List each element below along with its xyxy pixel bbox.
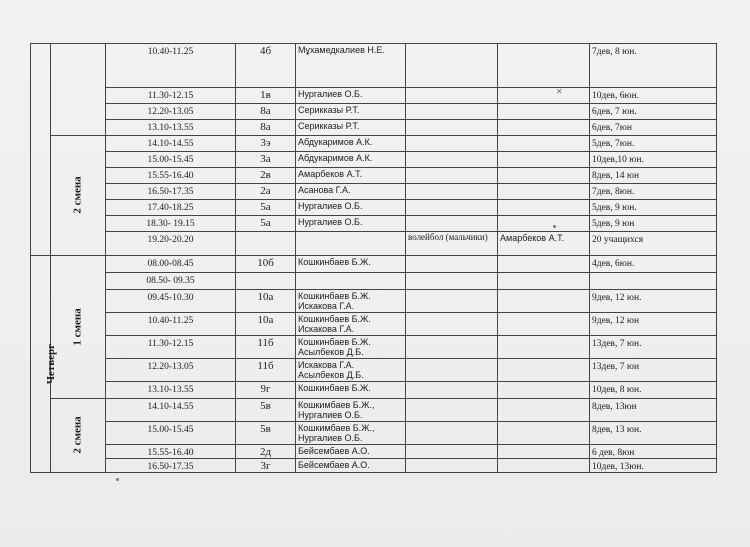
empty-cell <box>498 168 590 184</box>
gender-cell: 8дев, 13юн <box>590 399 717 422</box>
class-cell: 9г <box>236 382 296 399</box>
class-cell: 3г <box>236 459 296 473</box>
empty-cell <box>498 290 590 313</box>
gender-cell: 13дев, 7 юн. <box>590 336 717 359</box>
gender-cell: 5дев, 7юн. <box>590 136 717 152</box>
table-row <box>31 256 717 273</box>
teacher-name: Искакова Г.А. <box>298 360 355 370</box>
day-label: Четверг <box>45 343 58 384</box>
teacher-cell: Серикказы Р.Т. <box>296 104 406 120</box>
class-cell: 5а <box>236 200 296 216</box>
gender-cell: 13дев, 7 юн <box>590 359 717 382</box>
shift-cell <box>51 136 106 256</box>
table-row <box>31 184 717 200</box>
speck <box>116 478 119 481</box>
empty-cell <box>498 273 590 290</box>
class-cell: 11б <box>236 336 296 359</box>
teacher-cell <box>296 382 406 399</box>
empty-cell <box>498 120 590 136</box>
shift-label: 2 смена <box>71 416 84 454</box>
teacher-name: Искакова Г.А. <box>298 301 355 311</box>
empty-cell <box>406 88 498 104</box>
teacher-cell <box>296 290 406 313</box>
teacher-cell <box>296 336 406 359</box>
class-cell <box>236 273 296 290</box>
teacher-cell <box>296 422 406 445</box>
gender-cell: 5дев, 9 юн. <box>590 200 717 216</box>
time-cell: 17.40-18.25 <box>106 200 236 216</box>
gender-cell: 10дев, 8 юн. <box>590 382 717 399</box>
teacher-cell <box>296 399 406 422</box>
teacher-name: Кошкимбаев Б.Ж., <box>298 400 375 410</box>
teacher-cell <box>296 359 406 382</box>
table-row <box>31 44 717 88</box>
time-cell: 08.00-08.45 <box>106 256 236 273</box>
teacher-cell: Амарбеков А.Т. <box>296 168 406 184</box>
class-cell: 8а <box>236 120 296 136</box>
day-cell <box>31 256 58 473</box>
shift-label: 2 смена <box>71 176 84 214</box>
table-row <box>31 290 717 313</box>
table-row <box>31 120 717 136</box>
class-cell: 10б <box>236 256 296 273</box>
teacher-cell: Абдукаримов А.К. <box>296 152 406 168</box>
teacher-name: Кошкимбаев Б.Ж., <box>298 423 375 433</box>
empty-cell <box>498 136 590 152</box>
time-cell: 09.45-10.30 <box>106 290 236 313</box>
empty-cell <box>406 44 498 88</box>
table-row <box>31 336 717 359</box>
empty-cell <box>406 184 498 200</box>
empty-cell <box>498 184 590 200</box>
empty-cell <box>406 168 498 184</box>
teacher-name: Нургалиев О.Б. <box>298 410 363 420</box>
time-cell: 13.10-13.55 <box>106 120 236 136</box>
time-cell: 08.50- 09.35 <box>106 273 236 290</box>
empty-cell <box>498 399 590 422</box>
time-cell: 10.40-11.25 <box>106 313 236 336</box>
empty-cell <box>296 232 406 256</box>
teacher-name: Кошкинбаев Б.Ж. <box>298 257 371 267</box>
class-cell: 10а <box>236 313 296 336</box>
class-cell: 10а <box>236 290 296 313</box>
time-cell: 11.30-12.15 <box>106 336 236 359</box>
empty-cell <box>406 359 498 382</box>
empty-cell <box>406 290 498 313</box>
gender-cell: 6дев, 7юн <box>590 120 717 136</box>
empty-cell <box>498 382 590 399</box>
gender-cell: 8дев, 13 юн. <box>590 422 717 445</box>
table-row <box>31 104 717 120</box>
teacher-name: Нургалиев О.Б. <box>298 433 363 443</box>
empty-cell <box>236 232 296 256</box>
class-cell: 2д <box>236 445 296 459</box>
empty-cell <box>406 273 498 290</box>
teacher-cell <box>296 445 406 459</box>
table-row <box>31 232 717 256</box>
table-row <box>31 422 717 445</box>
teacher-name: Бейсембаев А.О. <box>298 460 370 470</box>
table-row <box>31 313 717 336</box>
table-row <box>31 88 717 104</box>
teacher-name: Искакова Г.А. <box>298 324 355 334</box>
teacher-cell: Нургалиев О.Б. <box>296 216 406 232</box>
gender-cell <box>590 273 717 290</box>
gender-cell: 4дев, 6юн. <box>590 256 717 273</box>
empty-cell <box>498 216 590 232</box>
teacher-name: Бейсембаев А.О. <box>298 446 370 456</box>
activity-cell: волейбол (мальчики) <box>406 232 498 256</box>
time-cell: 15.55-16.40 <box>106 168 236 184</box>
empty-cell <box>498 336 590 359</box>
empty-cell <box>406 445 498 459</box>
empty-cell <box>498 422 590 445</box>
table-row <box>31 359 717 382</box>
empty-cell <box>406 216 498 232</box>
shift-label: 1 смена <box>71 307 84 346</box>
empty-cell <box>406 399 498 422</box>
teacher-cell <box>296 459 406 473</box>
empty-cell <box>406 382 498 399</box>
table-row <box>31 459 717 473</box>
table-row <box>31 136 717 152</box>
teacher-cell <box>296 273 406 290</box>
class-cell: 5в <box>236 422 296 445</box>
time-cell: 15.55-16.40 <box>106 445 236 459</box>
table-row <box>31 273 717 290</box>
teacher-name: Асылбеков Д.Б. <box>298 370 364 380</box>
class-cell: 2а <box>236 184 296 200</box>
teacher-cell: Нургалиев О.Б. <box>296 200 406 216</box>
time-cell: 12.20-13.05 <box>106 359 236 382</box>
teacher-name: Кошкинбаев Б.Ж. <box>298 291 371 301</box>
class-cell: 2в <box>236 168 296 184</box>
empty-cell <box>406 152 498 168</box>
teacher-cell: Мұхамедкалиев Н.Е. <box>296 44 406 88</box>
empty-cell <box>406 256 498 273</box>
shift-cell-empty <box>51 44 106 136</box>
gender-cell: 8дев, 14 юн <box>590 168 717 184</box>
gender-cell: 9дев, 12 юн <box>590 313 717 336</box>
shift-cell <box>51 399 106 473</box>
empty-cell <box>498 88 590 104</box>
table-row <box>31 200 717 216</box>
gender-cell: 5дев, 9 юн <box>590 216 717 232</box>
class-cell: 4б <box>236 44 296 88</box>
teacher-cell: Амарбеков А.Т. <box>498 232 590 256</box>
time-cell: 15.00-15.45 <box>106 422 236 445</box>
class-cell: 11б <box>236 359 296 382</box>
gender-cell: 6дев, 7 юн. <box>590 104 717 120</box>
shift-cell <box>51 256 106 399</box>
teacher-name: Асылбеков Д.Б. <box>298 347 364 357</box>
teacher-cell: Серикказы Р.Т. <box>296 120 406 136</box>
time-cell: 12.20-13.05 <box>106 104 236 120</box>
gender-cell: 6 дев, 8юн <box>590 445 717 459</box>
time-cell: 15.00-15.45 <box>106 152 236 168</box>
class-cell: 1в <box>236 88 296 104</box>
teacher-cell: Нургалиев О.Б. <box>296 88 406 104</box>
empty-cell <box>498 44 590 88</box>
time-cell: 16.50-17.35 <box>106 459 236 473</box>
pen-mark: ✕ <box>556 87 563 96</box>
empty-cell <box>498 459 590 473</box>
table-row <box>31 382 717 399</box>
empty-cell <box>406 200 498 216</box>
teacher-cell <box>296 313 406 336</box>
gender-cell: 20 учащихся <box>590 232 717 256</box>
time-cell: 14.10-14.55 <box>106 136 236 152</box>
empty-cell <box>498 104 590 120</box>
empty-cell <box>406 336 498 359</box>
gender-cell: 7дев, 8юн. <box>590 184 717 200</box>
empty-cell <box>406 120 498 136</box>
table-row <box>31 216 717 232</box>
time-cell: 11.30-12.15 <box>106 88 236 104</box>
gender-cell: 10дев, 13юн. <box>590 459 717 473</box>
time-cell: 10.40-11.25 <box>106 44 236 88</box>
time-cell: 19.20-20.20 <box>106 232 236 256</box>
speck <box>553 225 556 228</box>
table-row <box>31 152 717 168</box>
teacher-cell: Асанова Г.А. <box>296 184 406 200</box>
teacher-cell <box>296 256 406 273</box>
time-cell: 14.10-14.55 <box>106 399 236 422</box>
gender-cell: 10дев,10 юн. <box>590 152 717 168</box>
empty-cell <box>498 200 590 216</box>
empty-cell <box>498 445 590 459</box>
teacher-name: Кошкинбаев Б.Ж. <box>298 337 371 347</box>
class-cell: 5в <box>236 399 296 422</box>
empty-cell <box>406 136 498 152</box>
teacher-name: Кошкинбаев Б.Ж. <box>298 383 371 393</box>
class-cell: 5а <box>236 216 296 232</box>
teacher-name: Кошкинбаев Б.Ж. <box>298 314 371 324</box>
teacher-cell: Абдукаримов А.К. <box>296 136 406 152</box>
time-cell: 18.30- 19.15 <box>106 216 236 232</box>
time-cell: 16.50-17.35 <box>106 184 236 200</box>
empty-cell <box>406 459 498 473</box>
table-row <box>31 445 717 459</box>
empty-cell <box>498 313 590 336</box>
class-cell: 3э <box>236 136 296 152</box>
gender-cell: 10дев, 6юн. <box>590 88 717 104</box>
class-cell: 8а <box>236 104 296 120</box>
empty-cell <box>498 359 590 382</box>
gender-cell: 7дев, 8 юн. <box>590 44 717 88</box>
empty-cell <box>406 422 498 445</box>
day-cell-empty <box>31 44 51 256</box>
schedule-table <box>30 43 717 473</box>
empty-cell <box>406 313 498 336</box>
table-row <box>31 168 717 184</box>
empty-cell <box>498 152 590 168</box>
class-cell: 3а <box>236 152 296 168</box>
time-cell: 13.10-13.55 <box>106 382 236 399</box>
empty-cell <box>498 256 590 273</box>
gender-cell: 9дев, 12 юн. <box>590 290 717 313</box>
empty-cell <box>406 104 498 120</box>
table-row <box>31 399 717 422</box>
